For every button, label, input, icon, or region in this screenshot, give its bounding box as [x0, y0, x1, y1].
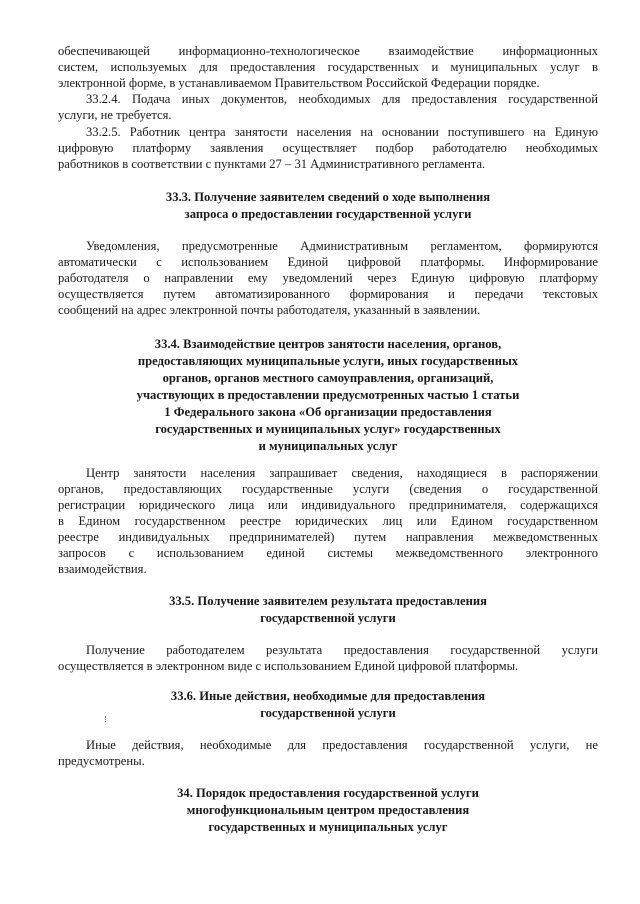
heading-line: 33.3. Получение заявителем сведений о ходе выполнения: [165, 190, 491, 204]
heading-line: государственной услуги: [260, 611, 396, 625]
paragraph-line: Получение работодателем результата предоставления государственной услуги: [86, 643, 598, 657]
heading-line: запроса о предоставлении государственной услуги: [184, 207, 472, 221]
body-paragraph: [58, 737, 598, 769]
section-heading: [58, 189, 598, 223]
paragraph-line: Иные действия, необходимые для предоставления государственной услуги, не: [86, 738, 598, 752]
paragraph-line: предусмотрены.: [58, 754, 145, 768]
heading-line: участвующих в предоставлении предусмотренных частью 1 статьи: [136, 388, 520, 402]
paragraph-line: электронной форме, в устанавливаемом Правительством Российской Федерации порядке.: [58, 76, 540, 90]
paragraph-line: осуществляется в электронном виде с использованием Единой цифровой платформы.: [58, 659, 519, 673]
section-heading: [58, 336, 598, 455]
paragraph-line: взаимодействия.: [58, 562, 147, 576]
body-paragraph: [58, 43, 598, 91]
heading-line: 1 Федерального закона «Об организации предоставления: [164, 405, 492, 419]
body-paragraph: [58, 642, 598, 674]
paragraph-line: регистрации юридического лица или индивидуального предпринимателя, содержащихся: [58, 498, 598, 512]
heading-line: государственных и муниципальных услуг: [208, 820, 448, 834]
heading-line: 33.6. Иные действия, необходимые для предоставления: [170, 689, 486, 703]
paragraph-line: Центр занятости населения запрашивает сведения, находящиеся в распоряжении: [86, 466, 598, 480]
heading-line: многофункциональным центром предоставления: [186, 803, 470, 817]
paragraph-line: 33.2.5. Работник центра занятости населения на основании поступившего на Единую: [86, 125, 598, 139]
body-paragraph: [58, 465, 598, 577]
paragraph-line: цифровую платформу заявления осуществляет подбор работодателю необходимых: [58, 141, 598, 155]
paragraph-line: автоматически с использованием Единой цифровой платформы. Информирование: [58, 255, 598, 269]
paragraph-line: работодателя о направлении ему уведомлений через Единую цифровую платформу: [58, 271, 598, 285]
heading-line: и муниципальных услуг: [258, 439, 398, 453]
body-paragraph: [58, 124, 598, 172]
paragraph-line: реестре индивидуальных предпринимателей) путем направления межведомственных: [58, 530, 598, 544]
heading-line: 33.4. Взаимодействие центров занятости населения, органов,: [154, 337, 502, 351]
body-paragraph: [58, 238, 598, 318]
paragraph-line: систем, используемых для предоставления государственных и муниципальных услуг в: [58, 60, 598, 74]
paragraph-line: услуги, не требуется.: [58, 108, 172, 122]
paragraph-line: работников в соответствии с пунктами 27 – 31 Административного регламента.: [58, 157, 486, 171]
paragraph-line: в Едином государственном реестре юридических лиц или Едином государственном: [58, 514, 598, 528]
paragraph-line: сообщений на адрес электронной почты работодателя, указанный в заявлении.: [58, 303, 481, 317]
heading-line: 33.5. Получение заявителем результата предоставления: [169, 594, 487, 608]
paragraph-line: запросов с использованием единой системы межведомственного электронного: [58, 546, 598, 560]
paragraph-line: органов, предоставляющих государственные услуги (сведения о государственной: [58, 482, 598, 496]
section-heading: [58, 688, 598, 722]
section-heading: [58, 785, 598, 836]
paragraph-line: обеспечивающей информационно-технологическое взаимодействие информационных: [58, 44, 598, 58]
heading-line: 34. Порядок предоставления государственной услуги: [177, 786, 479, 800]
heading-line: государственных и муниципальных услуг» государственных: [155, 422, 501, 436]
heading-line: государственной услуги: [260, 706, 396, 720]
paragraph-line: 33.2.4. Подача иных документов, необходимых для предоставления государственной: [86, 92, 598, 106]
heading-line: предоставляющих муниципальные услуги, иных государственных: [137, 354, 519, 368]
paragraph-line: Уведомления, предусмотренные Административным регламентом, формируются: [86, 239, 598, 253]
heading-line: органов, органов местного самоуправления, организаций,: [162, 371, 494, 385]
body-paragraph: [58, 91, 598, 123]
section-heading: [58, 593, 598, 627]
paragraph-line: осуществляется путем автоматизированного формирования и передачи текстовых: [58, 287, 598, 301]
